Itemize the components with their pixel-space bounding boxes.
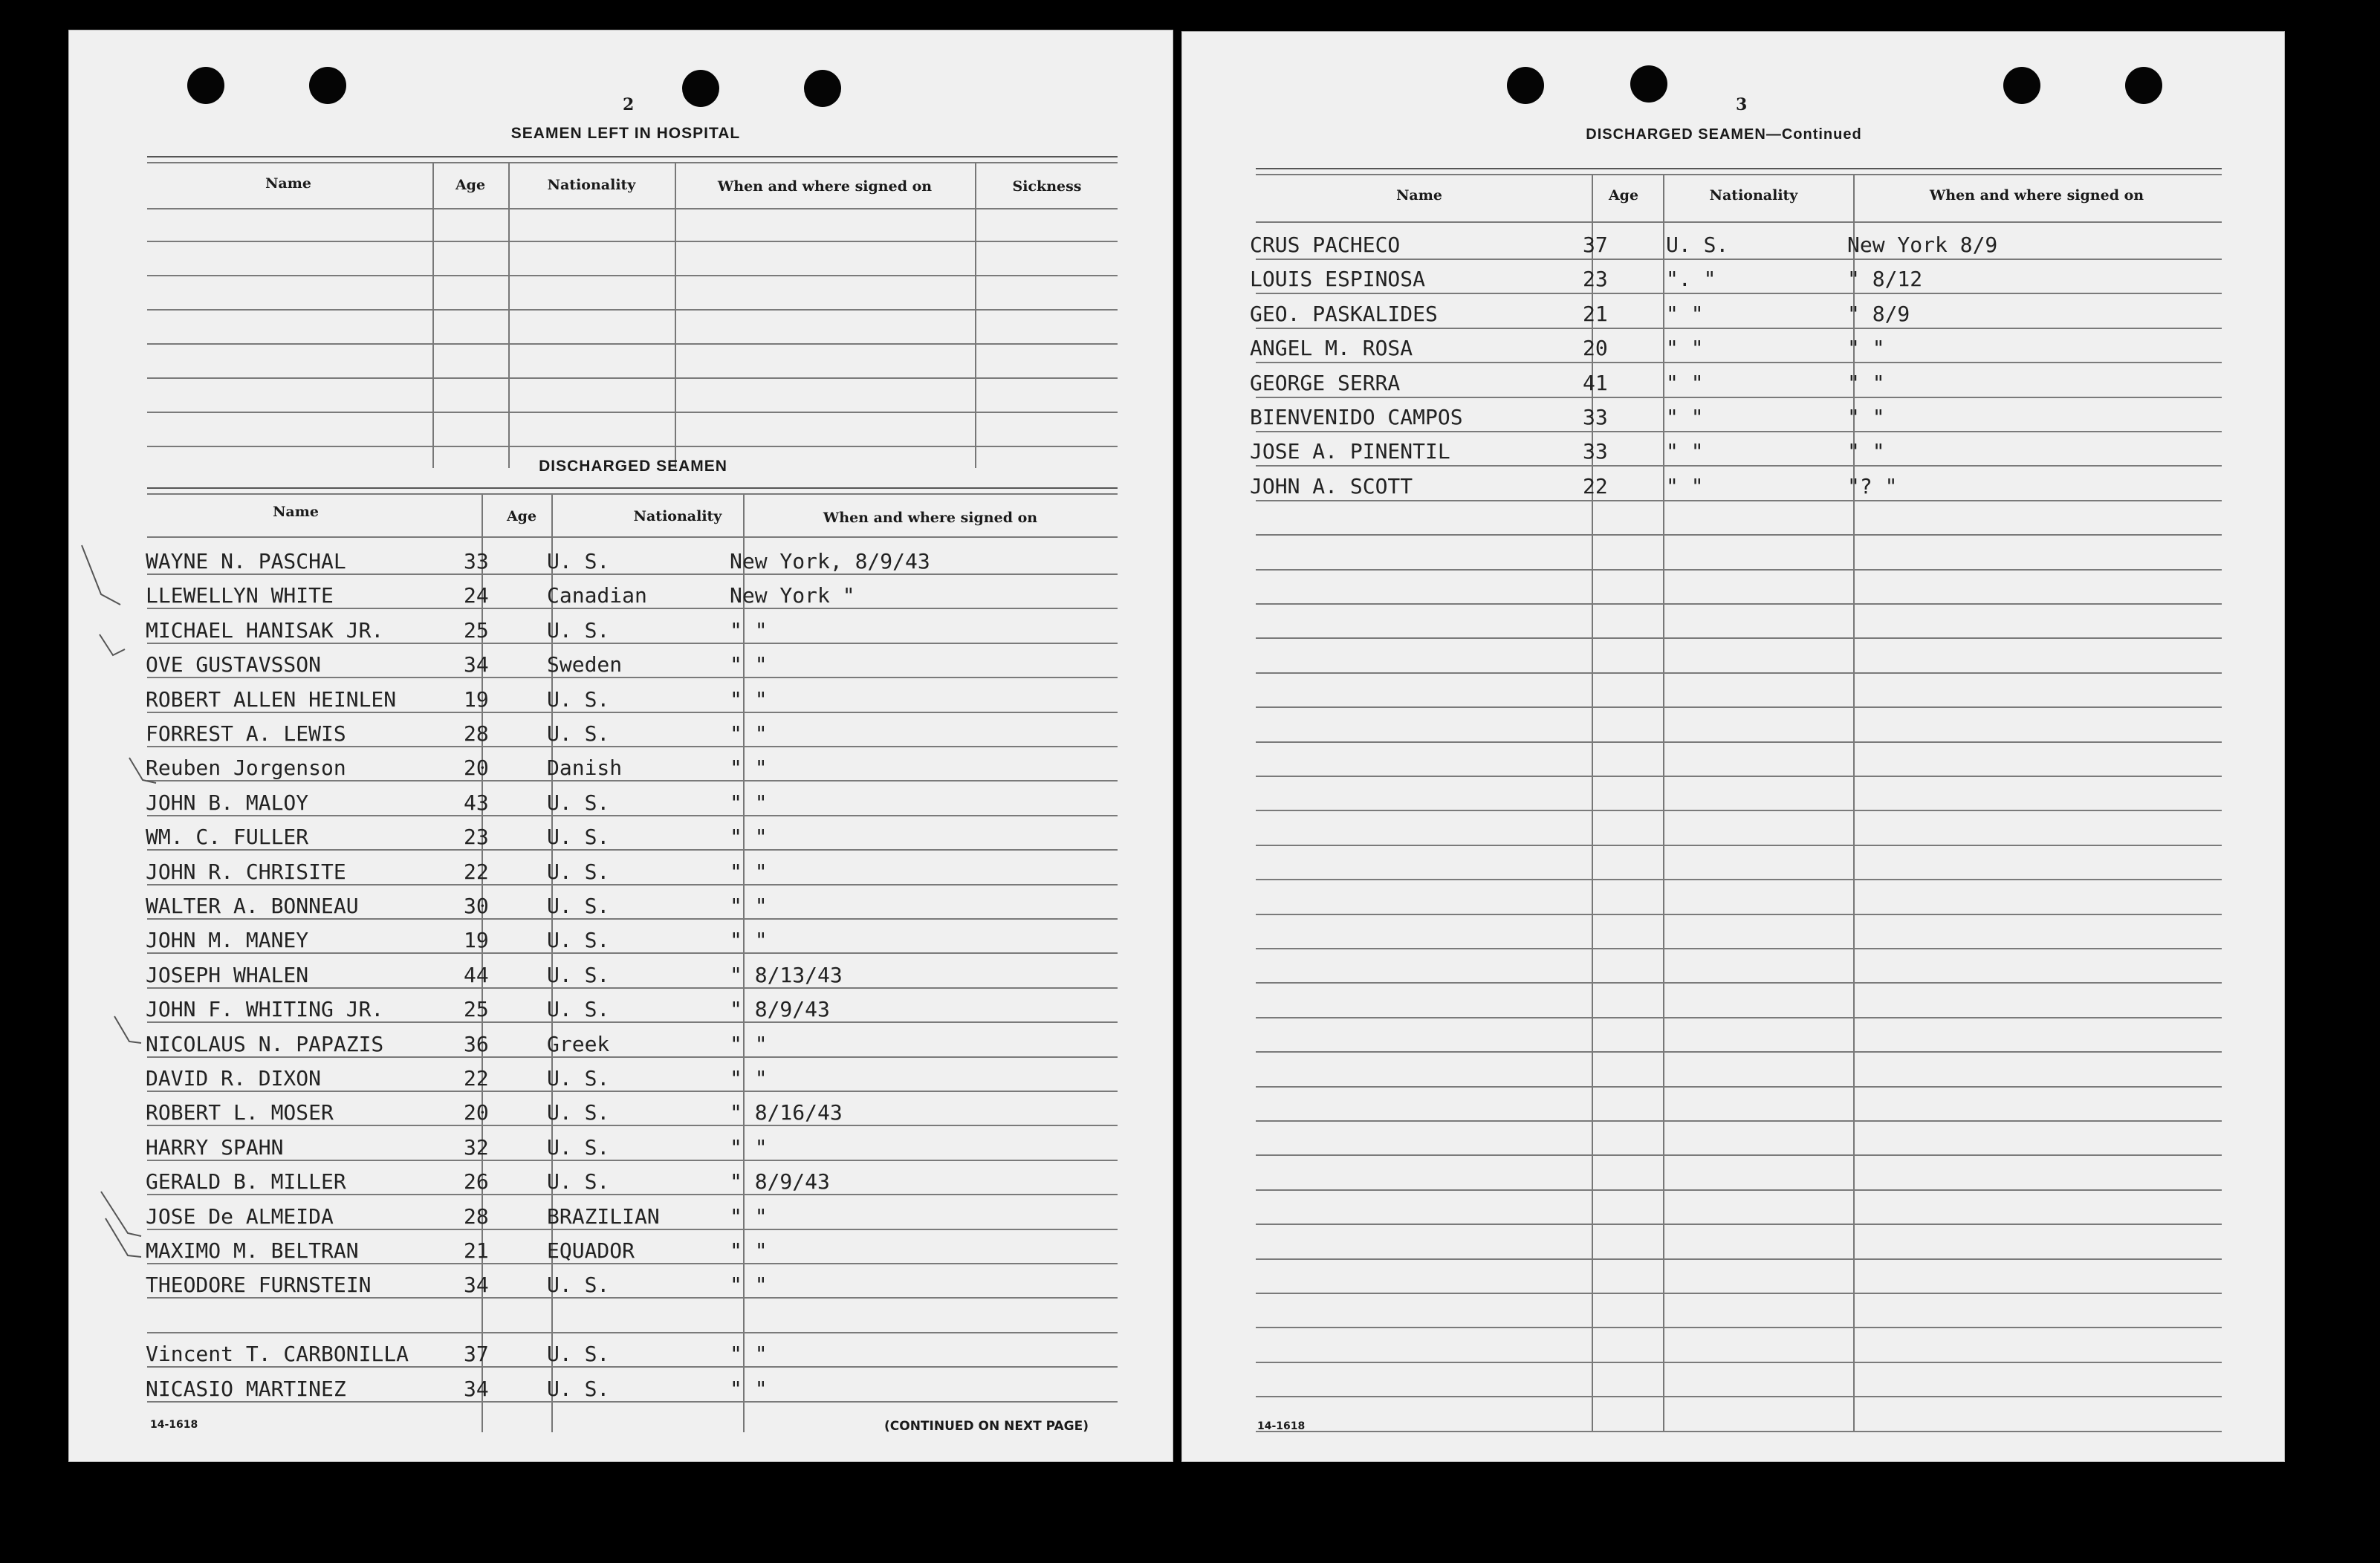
column-divider (1592, 175, 1593, 1431)
cell-signed: " " (730, 721, 768, 746)
page-number: 2 (623, 95, 635, 114)
cell-signed: " " (730, 825, 768, 849)
row-line (1256, 397, 2222, 398)
cell-age: 34 (464, 1273, 489, 1297)
cell-name: NICASIO MARTINEZ (146, 1377, 346, 1401)
cell-name: JOHN R. CHRISITE (146, 860, 346, 884)
cell-signed: " " (730, 618, 768, 643)
cell-name: GEO. PASKALIDES (1250, 302, 1438, 326)
cell-nationality: BRAZILIAN (547, 1204, 660, 1229)
cell-name: LOUIS ESPINOSA (1250, 267, 1426, 291)
row-line (147, 677, 1118, 678)
row-line (147, 1297, 1118, 1299)
row-line (1256, 1120, 2222, 1122)
cell-nationality: U. S. (547, 1342, 610, 1366)
cell-name: CRUS PACHECO (1250, 233, 1401, 257)
cell-name: ROBERT L. MOSER (146, 1100, 334, 1125)
pencil-check-icon (113, 1009, 143, 1053)
cell-age: 33 (1583, 439, 1608, 464)
cell-name: THEODORE FURNSTEIN (146, 1273, 372, 1297)
row-line (1256, 500, 2222, 501)
cell-age: 34 (464, 652, 489, 677)
cell-nationality: Danish (547, 755, 623, 780)
cell-age: 33 (464, 549, 489, 573)
column-divider (975, 163, 976, 468)
cell-name: DAVID R. DIXON (146, 1066, 322, 1091)
hospital-section-title: SEAMEN LEFT IN HOSPITAL (510, 125, 741, 142)
row-line (1256, 810, 2222, 811)
row-line (1256, 741, 2222, 743)
cell-age: 28 (464, 721, 489, 746)
row-line (147, 1263, 1118, 1264)
row-line (1256, 672, 2222, 674)
row-line (1256, 1224, 2222, 1225)
row-line (147, 1160, 1118, 1161)
row-line (147, 1332, 1118, 1333)
row-line (1256, 1396, 2222, 1397)
cell-signed: " " (730, 790, 768, 815)
hospital-col-nationality: Nationality (547, 177, 636, 193)
row-line (1256, 293, 2222, 294)
hospital-row-line (147, 241, 1118, 242)
punch-hole (1507, 67, 1544, 104)
cell-name: GEORGE SERRA (1250, 371, 1401, 395)
cell-age: 32 (464, 1135, 489, 1160)
cell-name: JOSEPH WHALEN (146, 963, 309, 987)
cell-name: OVE GUSTAVSSON (146, 652, 322, 677)
right-col-signed: When and where signed on (1929, 187, 2144, 204)
row-line (147, 1229, 1118, 1230)
continued-note: (CONTINUED ON NEXT PAGE) (884, 1419, 1089, 1434)
table-rule (147, 162, 1118, 163)
row-line (147, 884, 1118, 886)
row-line (1256, 1327, 2222, 1328)
cell-nationality: U. S. (547, 1169, 610, 1194)
row-line (147, 746, 1118, 747)
cell-age: 41 (1583, 371, 1608, 395)
cell-name: WM. C. FULLER (146, 825, 309, 849)
discharged-col-name: Name (273, 504, 319, 520)
row-line (147, 849, 1118, 851)
row-line (1256, 1362, 2222, 1363)
hospital-row-line (147, 275, 1118, 276)
cell-signed: " " (730, 894, 768, 918)
cell-nationality: " " (1666, 371, 1704, 395)
cell-nationality: ". " (1666, 267, 1716, 291)
discharged-col-signed: When and where signed on (823, 510, 1038, 526)
row-line (147, 1056, 1118, 1058)
cell-signed: " " (730, 755, 768, 780)
cell-age: 19 (464, 928, 489, 952)
cell-name: JOSE De ALMEIDA (146, 1204, 334, 1229)
row-line (147, 1091, 1118, 1092)
cell-name: Vincent T. CARBONILLA (146, 1342, 409, 1366)
cell-age: 34 (464, 1377, 489, 1401)
table-rule (147, 493, 1118, 495)
row-line (1256, 845, 2222, 846)
cell-name: HARRY SPAHN (146, 1135, 284, 1160)
cell-age: 22 (1583, 474, 1608, 498)
cell-nationality: U. S. (547, 963, 610, 987)
cell-nationality: " " (1666, 405, 1704, 429)
cell-name: ANGEL M. ROSA (1250, 336, 1413, 360)
cell-name: GERALD B. MILLER (146, 1169, 346, 1194)
right-col-age: Age (1608, 187, 1639, 204)
cell-nationality: Sweden (547, 652, 623, 677)
cell-name: WAYNE N. PASCHAL (146, 549, 346, 573)
cell-signed: New York " (730, 583, 855, 608)
form-number: 14-1618 (150, 1419, 198, 1431)
row-line (147, 1125, 1118, 1126)
discharged-col-nationality: Nationality (633, 508, 722, 524)
table-rule (147, 208, 1118, 209)
cell-nationality: " " (1666, 474, 1704, 498)
row-line (1256, 1051, 2222, 1053)
row-line (1256, 948, 2222, 949)
cell-name: JOHN A. SCOTT (1250, 474, 1413, 498)
cell-signed: " " (730, 1273, 768, 1297)
cell-age: 26 (464, 1169, 489, 1194)
row-line (147, 780, 1118, 782)
hospital-col-name: Name (265, 175, 311, 192)
cell-age: 20 (464, 755, 489, 780)
cell-nationality: EQUADOR (547, 1238, 635, 1263)
cell-signed: New York, 8/9/43 (730, 549, 930, 573)
cell-signed: New York 8/9 (1847, 233, 1998, 257)
cell-nationality: U. S. (547, 997, 610, 1021)
row-line (1256, 1086, 2222, 1088)
row-line (1256, 1154, 2222, 1156)
cell-signed: " " (1847, 336, 1885, 360)
hospital-row-line (147, 446, 1118, 447)
cell-nationality: U. S. (547, 687, 610, 712)
row-line (147, 918, 1118, 920)
discharged-col-age: Age (506, 508, 537, 524)
table-rule (1256, 221, 2222, 223)
cell-signed: " " (730, 1135, 768, 1160)
row-line (1256, 534, 2222, 536)
pencil-check-icon (98, 620, 128, 664)
cell-signed: " " (730, 860, 768, 884)
cell-age: 21 (464, 1238, 489, 1263)
row-line (1256, 776, 2222, 777)
row-line (1256, 362, 2222, 363)
row-line (147, 952, 1118, 954)
row-line (1256, 1293, 2222, 1294)
left-page (68, 30, 1173, 1462)
cell-nationality: U. S. (547, 1273, 610, 1297)
row-line (147, 1021, 1118, 1023)
cell-name: FORREST A. LEWIS (146, 721, 346, 746)
cell-age: 33 (1583, 405, 1608, 429)
right-page (1181, 31, 2285, 1462)
cell-nationality: " " (1666, 302, 1704, 326)
cell-nationality: U. S. (547, 618, 610, 643)
cell-signed: " 8/13/43 (730, 963, 843, 987)
discharged-section-title: DISCHARGED SEAMEN (539, 458, 727, 475)
cell-signed: " 8/9/43 (730, 997, 830, 1021)
table-rule (147, 536, 1118, 538)
cell-nationality: U. S. (547, 825, 610, 849)
hospital-row-line (147, 412, 1118, 413)
row-line (147, 608, 1118, 609)
hospital-row-line (147, 309, 1118, 311)
cell-nationality: Canadian (547, 583, 647, 608)
cell-age: 44 (464, 963, 489, 987)
row-line (1256, 328, 2222, 329)
cell-nationality: U. S. (547, 1100, 610, 1125)
row-line (1256, 914, 2222, 915)
cell-age: 20 (464, 1100, 489, 1125)
cell-name: JOHN F. WHITING JR. (146, 997, 384, 1021)
row-line (1256, 879, 2222, 880)
cell-nationality: Greek (547, 1032, 610, 1056)
continued-section-title: DISCHARGED SEAMEN—Continued (1586, 126, 1862, 143)
cell-age: 37 (1583, 233, 1608, 257)
pencil-check-icon (98, 1189, 143, 1263)
cell-nationality: U. S. (547, 928, 610, 952)
cell-age: 23 (1583, 267, 1608, 291)
cell-name: JOSE A. PINENTIL (1250, 439, 1450, 464)
cell-age: 20 (1583, 336, 1608, 360)
cell-signed: " " (730, 1032, 768, 1056)
row-line (1256, 1189, 2222, 1191)
cell-name: NICOLAUS N. PAPAZIS (146, 1032, 384, 1056)
row-line (1256, 569, 2222, 571)
hospital-row-line (147, 377, 1118, 379)
cell-nationality: U. S. (547, 721, 610, 746)
cell-age: 23 (464, 825, 489, 849)
right-col-name: Name (1396, 187, 1442, 204)
cell-signed: " 8/9 (1847, 302, 1910, 326)
row-line (1256, 1017, 2222, 1018)
row-line (147, 573, 1118, 575)
row-line (147, 987, 1118, 989)
row-line (147, 643, 1118, 644)
cell-name: JOHN M. MANEY (146, 928, 309, 952)
table-rule (1256, 168, 2222, 169)
punch-hole (2003, 67, 2040, 104)
cell-signed: "? " (1847, 474, 1898, 498)
cell-age: 43 (464, 790, 489, 815)
cell-age: 24 (464, 583, 489, 608)
cell-signed: " " (730, 652, 768, 677)
punch-hole (2125, 67, 2162, 104)
punch-hole (804, 70, 841, 107)
cell-signed: " " (730, 1204, 768, 1229)
row-line (147, 712, 1118, 713)
row-line (1256, 603, 2222, 605)
row-line (147, 1366, 1118, 1368)
cell-nationality: U. S. (547, 860, 610, 884)
cell-nationality: " " (1666, 336, 1704, 360)
column-divider (508, 163, 510, 468)
row-line (1256, 431, 2222, 432)
cell-age: 36 (464, 1032, 489, 1056)
row-line (1256, 706, 2222, 708)
form-number: 14-1618 (1257, 1420, 1306, 1432)
cell-name: MICHAEL HANISAK JR. (146, 618, 384, 643)
cell-nationality: U. S. (1666, 233, 1729, 257)
punch-hole (187, 67, 224, 104)
row-line (147, 1194, 1118, 1195)
row-line (1256, 465, 2222, 467)
cell-signed: " " (730, 1066, 768, 1091)
cell-age: 28 (464, 1204, 489, 1229)
cell-age: 37 (464, 1342, 489, 1366)
row-line (1256, 982, 2222, 984)
pencil-check-icon (79, 542, 123, 624)
cell-name: MAXIMO M. BELTRAN (146, 1238, 359, 1263)
cell-name: WALTER A. BONNEAU (146, 894, 359, 918)
page-number: 3 (1736, 95, 1748, 114)
cell-signed: " " (730, 1342, 768, 1366)
column-divider (1663, 175, 1664, 1431)
row-line (1256, 1431, 2222, 1432)
cell-nationality: U. S. (547, 1135, 610, 1160)
row-line (1256, 637, 2222, 639)
cell-age: 25 (464, 997, 489, 1021)
cell-age: 25 (464, 618, 489, 643)
table-rule (147, 156, 1118, 157)
punch-hole (1630, 65, 1667, 103)
cell-signed: " " (1847, 371, 1885, 395)
cell-signed: " 8/12 (1847, 267, 1923, 291)
table-rule (147, 487, 1118, 489)
cell-nationality: U. S. (547, 549, 610, 573)
cell-age: 19 (464, 687, 489, 712)
right-col-nationality: Nationality (1709, 187, 1798, 204)
cell-signed: " " (1847, 439, 1885, 464)
cell-age: 22 (464, 860, 489, 884)
cell-signed: " " (730, 928, 768, 952)
cell-name: LLEWELLYN WHITE (146, 583, 334, 608)
row-line (147, 815, 1118, 816)
row-line (1256, 259, 2222, 260)
cell-signed: " 8/9/43 (730, 1169, 830, 1194)
cell-signed: " " (730, 687, 768, 712)
cell-nationality: U. S. (547, 790, 610, 815)
cell-name: JOHN B. MALOY (146, 790, 309, 815)
hospital-row-line (147, 343, 1118, 345)
row-line (1256, 1258, 2222, 1260)
cell-nationality: U. S. (547, 1066, 610, 1091)
cell-signed: " 8/16/43 (730, 1100, 843, 1125)
column-divider (675, 163, 676, 468)
column-divider (1853, 175, 1855, 1431)
cell-nationality: " " (1666, 439, 1704, 464)
table-rule (1256, 174, 2222, 175)
cell-age: 22 (464, 1066, 489, 1091)
row-line (147, 1401, 1118, 1403)
hospital-col-age: Age (455, 177, 486, 193)
hospital-col-sickness: Sickness (1012, 178, 1082, 195)
cell-signed: " " (730, 1238, 768, 1263)
cell-nationality: U. S. (547, 894, 610, 918)
cell-age: 21 (1583, 302, 1608, 326)
cell-name: ROBERT ALLEN HEINLEN (146, 687, 397, 712)
cell-nationality: U. S. (547, 1377, 610, 1401)
cell-age: 30 (464, 894, 489, 918)
cell-name: BIENVENIDO CAMPOS (1250, 405, 1463, 429)
punch-hole (682, 70, 719, 107)
cell-signed: " " (1847, 405, 1885, 429)
column-divider (432, 163, 434, 468)
cell-signed: " " (730, 1377, 768, 1401)
pencil-check-icon (128, 750, 158, 795)
hospital-col-signed: When and where signed on (717, 178, 933, 195)
cell-name: Reuben Jorgenson (146, 755, 346, 780)
punch-hole (309, 67, 346, 104)
